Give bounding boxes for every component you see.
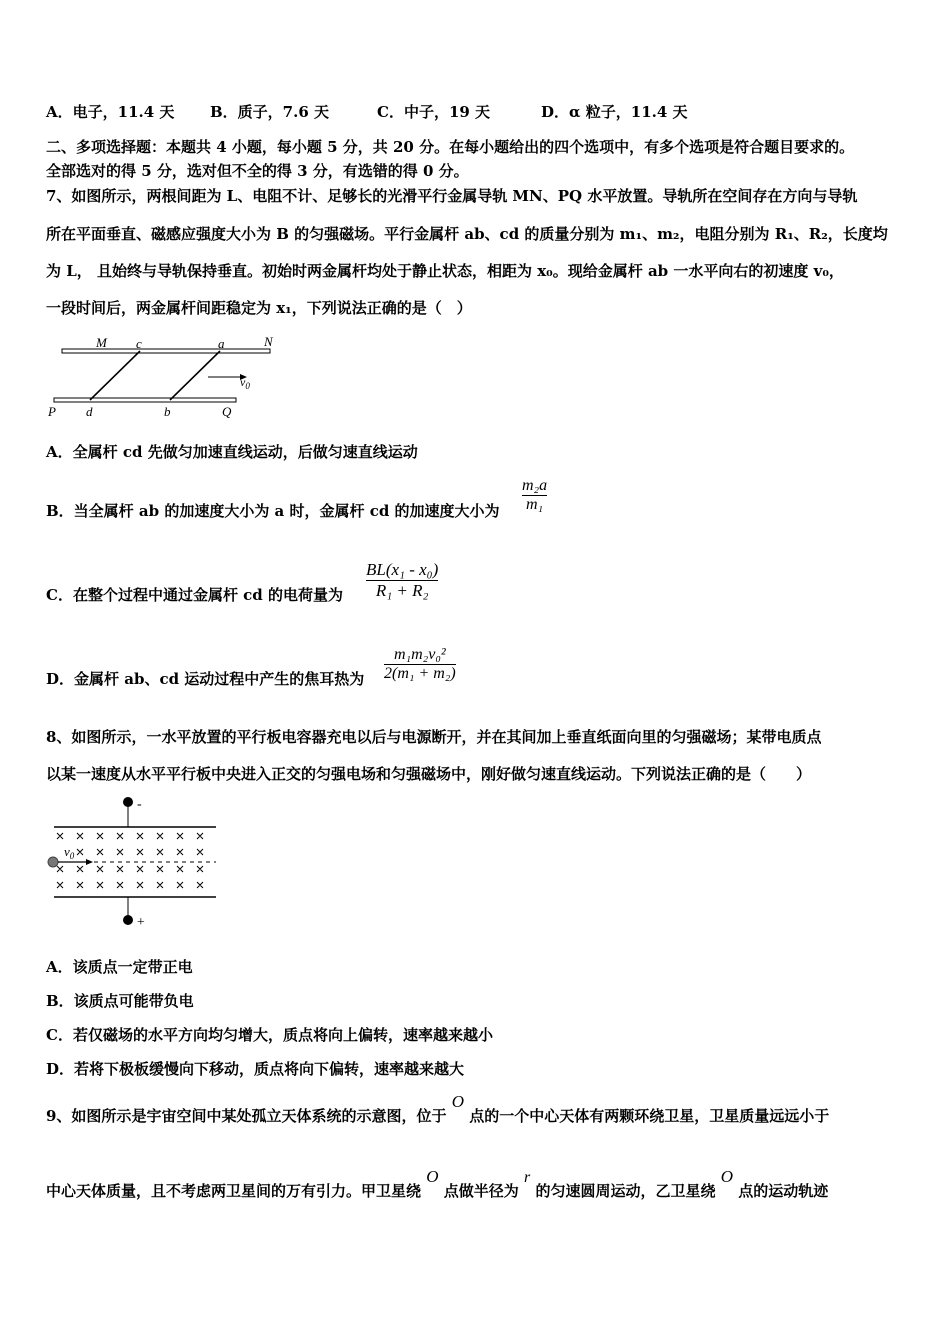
label-Q: Q [222,404,232,419]
q7-option-a: A．全属杆 cd 先做匀加速直线运动，后做匀速直线运动 [46,443,418,461]
q7-option-b-fraction: m₂a m₁ [522,477,548,513]
q8-capacitor-figure [40,794,230,932]
label-M: M [96,335,107,350]
q9-symbol-O-3: O [720,1167,734,1186]
q9-symbol-O: O [451,1092,464,1111]
q8-option-c: C．若仅磁场的水平方向均匀增大，质点将向上偏转，速率越来越小 [46,1026,493,1044]
q9-symbol-r: r [524,1169,531,1186]
q9-stem-line1: 9、如图所示是宇宙空间中某处孤立天体系统的示意图，位于 O 点的一个中心天体有两颗环绕卫星，卫星质量远远小于 [46,1092,830,1125]
bottom-terminal [123,897,145,930]
q9-stem-line2: 中心天体质量，且不考虑两卫星间的万有引力。甲卫星绕 O 点做半径为 r 的匀速圆周运动，乙卫星绕 O 点的运动轨迹 [46,1167,829,1200]
q9-symbol-O-2: O [426,1167,439,1186]
top-terminal [123,797,142,827]
option-d-top: D．α 粒子，11.4 天 [541,103,688,121]
q7-stem-line3: 为 L， 且始终与导轨保持垂直。初始时两金属杆均处于静止状态，相距为 x₀。现给金属杆 ab 一水平向右的初速度 v₀， [46,262,844,280]
option-a-top: A．电子，11.4 天 [46,103,175,121]
q7-option-c-fraction: BL(x₁ - x₀) R₁ + R₂ [366,560,439,600]
q8-stem-line2: 以某一速度从水平平行板中央进入正交的匀强电场和匀强磁场中，刚好做匀速直线运动。下列说法正确的是（ ） [46,765,812,783]
charged-particle [48,857,58,867]
q8-stem-line1: 8、如图所示，一水平放置的平行板电容器充电以后与电源断开，并在其间加上垂直纸面向里的匀强磁场；某带电质点 [46,728,822,746]
q7-option-c: C．在整个过程中通过金属杆 cd 的电荷量为 [46,586,344,604]
q7-stem-line4: 一段时间后，两金属杆间距稳定为 x₁，下列说法正确的是（ ） [46,299,472,317]
label-P: P [48,404,56,419]
q8-option-b: B．该质点可能带负电 [46,992,194,1010]
q8-option-d: D．若将下极板缓慢向下移动，质点将向下偏转，速率越来越大 [46,1060,465,1078]
section-heading-line1: 二、多项选择题：本题共 4 小题，每小题 5 分，共 20 分。在每小题给出的四个选项中，有多个选项是符合题目要求的。 [46,138,855,156]
plus-sign: + [136,915,146,930]
label-a: a [218,336,225,351]
section-heading-line2: 全部选对的得 5 分，选对但不全的得 3 分，有选错的得 0 分。 [46,162,469,180]
q7-rails-figure [46,334,286,422]
label-b: b [164,404,171,419]
label-c: c [136,336,142,351]
label-N: N [264,334,273,349]
q7-stem-line2: 所在平面垂直、磁感应强度大小为 B 的匀强磁场。平行金属杆 ab、cd 的质量分别为 m₁、m₂，电阻分别为 R₁、R₂，长度均 [46,225,888,243]
q7-option-d-fraction: m₁m₂v₀² 2(m₁ + m₂) [384,646,456,682]
q7-option-d: D．金属杆 ab、cd 运动过程中产生的焦耳热为 [46,670,365,688]
option-b-top: B．质子，7.6 天 [210,103,329,121]
q7-stem-line1: 7、如图所示，两根间距为 L、电阻不计、足够长的光滑平行金属导轨 MN、PQ 水平放置。导轨所在空间存在方向与导轨 [46,187,858,205]
magnetic-field-crosses [57,833,203,888]
minus-sign: - [137,797,142,812]
label-d: d [86,404,93,419]
label-v0-q8: $v_0$ [64,844,75,861]
q7-option-b: B．当全属杆 ab 的加速度大小为 a 时，金属杆 cd 的加速度大小为 [46,502,500,520]
label-v0: $v_0$ [240,375,250,391]
q8-option-a: A．该质点一定带正电 [46,958,193,976]
option-c-top: C．中子，19 天 [377,103,491,121]
